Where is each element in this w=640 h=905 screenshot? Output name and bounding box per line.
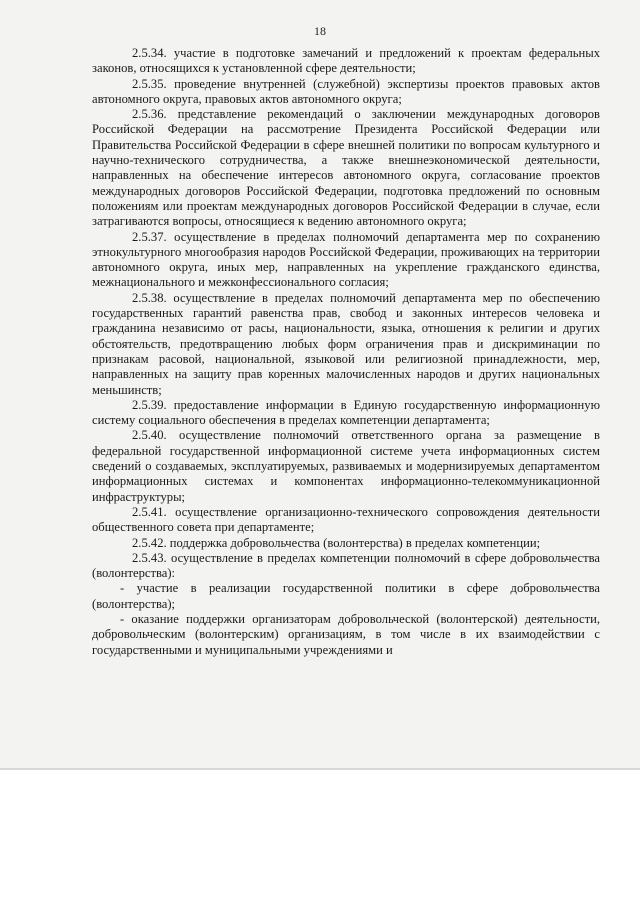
clause-2-5-43-item-1: - участие в реализации государственной политики в сфере добровольчества (волонтерства); <box>92 581 600 611</box>
clause-2-5-35: 2.5.35. проведение внутренней (служебной) экспертизы проектов правовых актов автономного округа, правовых актов автономного округа; <box>92 76 600 106</box>
clause-2-5-36: 2.5.36. представление рекомендаций о заключении международных договоров Российской Федерации на рассмотрение Президента Российской Федерации или Правительства Российской Федерации в сфере внешней политики по вопросам культурного и научно-технического сотрудничества, а также внешнеэкономической деятельности, направленных на обеспечение интересов автономного округа, согласование проектов международных договоров Российской Федерации, подготовка предложений по основным положениям или проектам международных договоров Российской Федерации в случае, если затрагиваются вопросы, относящиеся к ведению автономного округа; <box>92 107 600 229</box>
clause-2-5-41: 2.5.41. осуществление организационно-технического сопровождения деятельности общественного совета при департаменте; <box>92 504 600 535</box>
scan-bottom-edge <box>0 768 640 770</box>
clause-2-5-38: 2.5.38. осуществление в пределах полномочий департамента мер по обеспечению государственных гарантий равенства прав, свобод и законных интересов человека и гражданина независимо от расы, национальности, языка, отношения к религии и других обстоятельств, предотвращению любых форм ограничения прав и дискриминации по признакам расовой, национальной, языковой или религиозной принадлежности, мер, направленных на защиту прав коренных малочисленных народов и других национальных меньшинств; <box>92 290 600 397</box>
clause-2-5-42: 2.5.42. поддержка добровольчества (волонтерства) в пределах компетенции; <box>132 535 541 550</box>
clause-2-5-43: 2.5.43. осуществление в пределах компетенции полномочий в сфере добровольчества (волонтерства): <box>92 550 600 581</box>
clause-2-5-39: 2.5.39. предоставление информации в Единую государственную информационную систему социального обеспечения в пределах компетенции департамента; <box>92 397 600 428</box>
page-number: 18 <box>314 24 326 38</box>
clause-2-5-34: 2.5.34. участие в подготовке замечаний и предложений к проектам федеральных законов, относящихся к установленной сфере деятельности; <box>92 46 600 76</box>
clause-2-5-43-item-2: - оказание поддержки организаторам добровольческой (волонтерской) деятельности, добровольческим (волонтерским) организациям, в том числе в их взаимодействии с государственными и муниципальными учреждениями и <box>92 611 600 657</box>
document-body <box>92 46 600 658</box>
clause-2-5-37: 2.5.37. осуществление в пределах полномочий департамента мер по сохранению этнокультурного многообразия народов Российской Федерации, проживающих на территории автономного округа, иных мер, направленных на укрепление гражданского единства, межнационального и межконфессионального согласия; <box>92 229 600 290</box>
clause-2-5-40: 2.5.40. осуществление полномочий ответственного органа за размещение в федеральной государственной информационной системе учета информационных систем сведений о создаваемых, эксплуатируемых, развиваемых и модернизируемых департаментом информационных системах и компонентах информационно-телекоммуникационной инфраструктуры; <box>92 428 600 504</box>
